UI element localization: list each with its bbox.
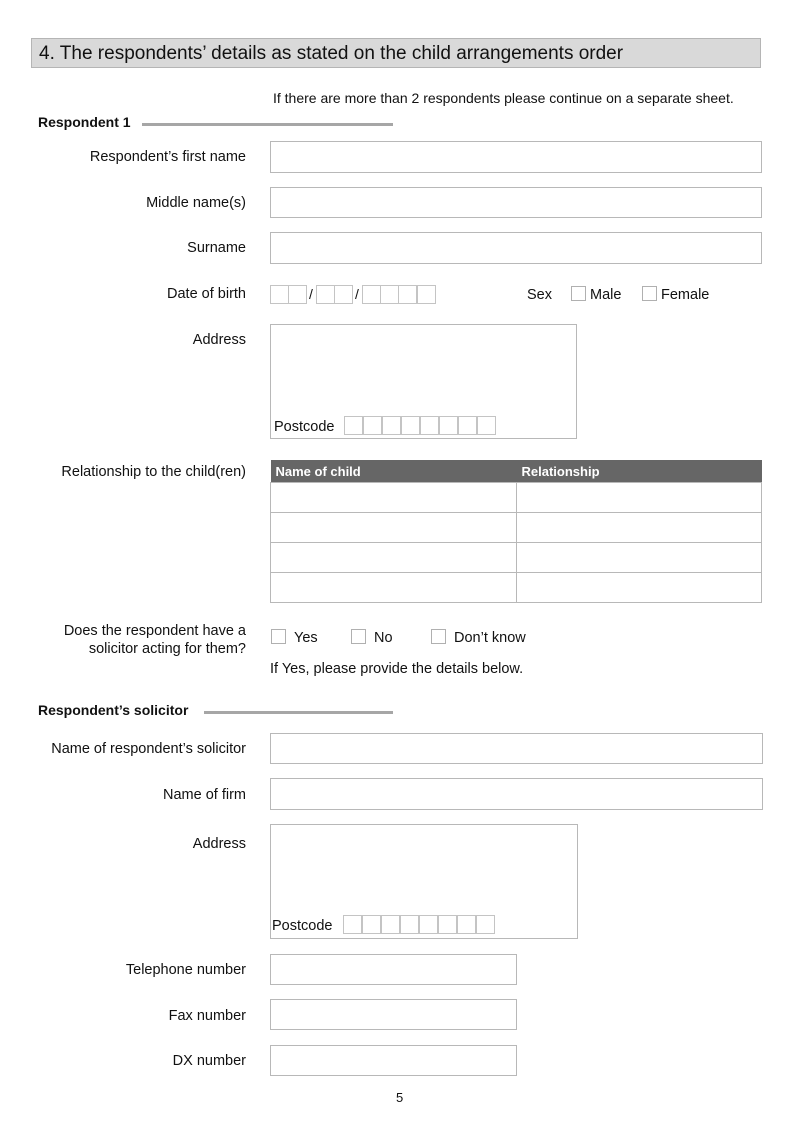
first-name-label: Respondent’s first name <box>89 149 246 165</box>
relationship-cell[interactable] <box>517 513 762 543</box>
postcode-char[interactable] <box>439 416 458 435</box>
surname-label: Surname <box>187 240 246 256</box>
no-label: No <box>374 630 393 646</box>
dob-year-digit-2[interactable] <box>380 285 399 304</box>
postcode-char[interactable] <box>458 416 477 435</box>
relationship-cell[interactable] <box>517 543 762 573</box>
dont-know-checkbox[interactable] <box>431 629 446 644</box>
relationship-label: Relationship to the child(ren) <box>61 464 246 480</box>
table-row <box>271 543 762 573</box>
postcode-char[interactable] <box>419 915 438 934</box>
dob-separator: / <box>309 286 313 302</box>
dob-label: Date of birth <box>167 286 246 302</box>
address-label: Address <box>192 332 246 348</box>
dob-year-digit-1[interactable] <box>362 285 381 304</box>
respondent-heading: Respondent 1 <box>38 114 131 130</box>
relationship-cell[interactable] <box>517 573 762 603</box>
telephone-field[interactable] <box>270 954 517 985</box>
postcode-char[interactable] <box>401 416 420 435</box>
postcode-char[interactable] <box>438 915 457 934</box>
sex-label: Sex <box>527 287 552 303</box>
dx-label: DX number <box>172 1053 246 1069</box>
postcode-char[interactable] <box>363 416 382 435</box>
postcode-char[interactable] <box>400 915 419 934</box>
postcode-char[interactable] <box>381 915 400 934</box>
postcode-char[interactable] <box>382 416 401 435</box>
table-row <box>271 483 762 513</box>
solicitor-address-label: Address <box>192 836 246 852</box>
solicitor-name-field[interactable] <box>270 733 763 764</box>
postcode-char[interactable] <box>477 416 496 435</box>
relationship-table <box>270 460 762 603</box>
separate-sheet-note: If there are more than 2 respondents please continue on a separate sheet. <box>273 90 734 106</box>
dob-month-digit-2[interactable] <box>334 285 353 304</box>
male-label: Male <box>590 287 622 303</box>
postcode-char[interactable] <box>457 915 476 934</box>
fax-field[interactable] <box>270 999 517 1030</box>
middle-name-label: Middle name(s) <box>146 195 246 211</box>
dob-day-digit-1[interactable] <box>270 285 289 304</box>
solicitor-postcode-label: Postcode <box>272 918 333 934</box>
no-checkbox[interactable] <box>351 629 366 644</box>
postcode-char[interactable] <box>344 416 363 435</box>
section-title: 4. The respondents’ details as stated on the child arrangements order <box>39 43 624 64</box>
respondent-heading-rule <box>142 123 393 126</box>
female-label: Female <box>661 287 710 303</box>
section-header <box>31 38 761 68</box>
female-checkbox[interactable] <box>642 286 657 301</box>
firm-name-field[interactable] <box>270 778 763 810</box>
middle-name-field[interactable] <box>270 187 762 218</box>
fax-label: Fax number <box>168 1008 246 1024</box>
telephone-label: Telephone number <box>125 962 246 978</box>
column-header-relationship: Relationship <box>517 460 762 483</box>
yes-checkbox[interactable] <box>271 629 286 644</box>
surname-field[interactable] <box>270 232 762 264</box>
postcode-char[interactable] <box>420 416 439 435</box>
solicitor-heading: Respondent’s solicitor <box>38 702 189 718</box>
postcode-char[interactable] <box>476 915 495 934</box>
male-checkbox[interactable] <box>571 286 586 301</box>
dob-month-digit-1[interactable] <box>316 285 335 304</box>
page-number: 5 <box>396 1090 404 1105</box>
first-name-field[interactable] <box>270 141 762 173</box>
solicitor-name-label: Name of respondent’s solicitor <box>51 741 246 757</box>
firm-name-label: Name of firm <box>163 787 246 803</box>
dont-know-label: Don’t know <box>454 630 526 646</box>
if-yes-note: If Yes, please provide the details below. <box>270 661 524 677</box>
postcode-label: Postcode <box>274 419 335 435</box>
table-row <box>271 573 762 603</box>
dob-year-digit-3[interactable] <box>398 285 417 304</box>
child-name-cell[interactable] <box>271 543 517 573</box>
table-row <box>271 513 762 543</box>
dob-year-digit-4[interactable] <box>417 285 436 304</box>
postcode-char[interactable] <box>362 915 381 934</box>
dob-day-digit-2[interactable] <box>288 285 307 304</box>
child-name-cell[interactable] <box>271 513 517 543</box>
child-name-cell[interactable] <box>271 573 517 603</box>
dob-separator: / <box>355 286 359 302</box>
child-name-cell[interactable] <box>271 483 517 513</box>
solicitor-question: Does the respondent have a solicitor acting for them? <box>63 623 246 657</box>
dx-field[interactable] <box>270 1045 517 1076</box>
relationship-cell[interactable] <box>517 483 762 513</box>
column-header-name-of-child: Name of child <box>271 460 517 483</box>
yes-label: Yes <box>294 630 318 646</box>
solicitor-heading-rule <box>204 711 393 714</box>
postcode-char[interactable] <box>343 915 362 934</box>
